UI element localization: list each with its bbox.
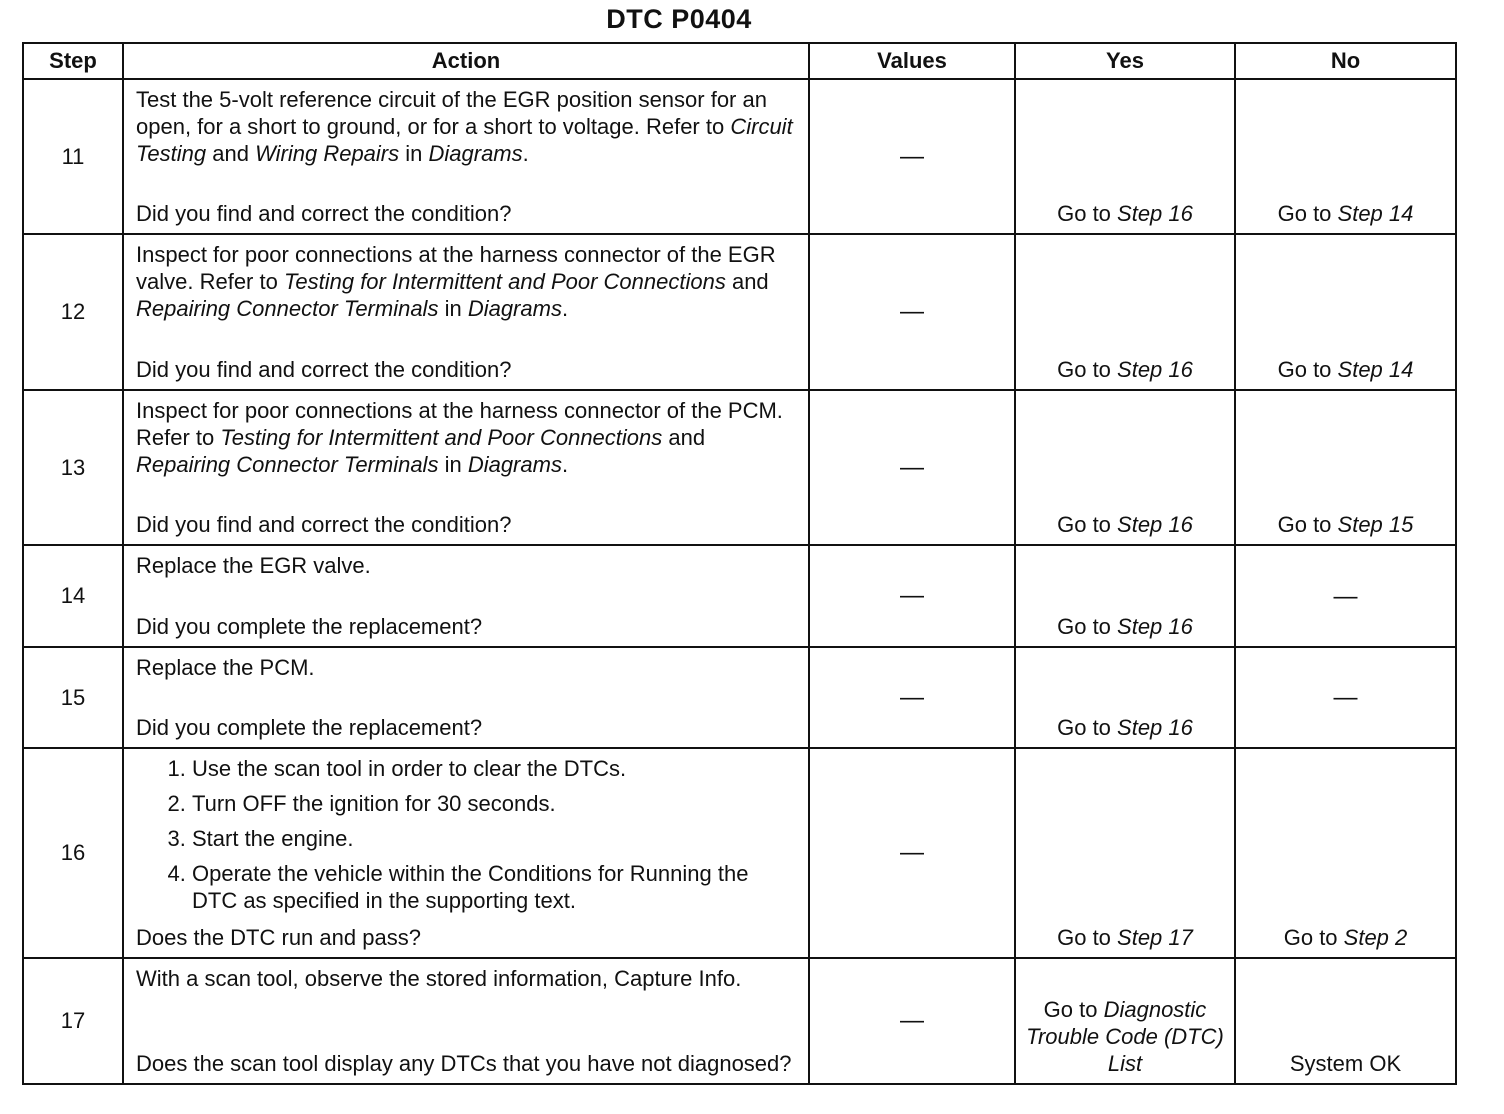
action-content (136, 86, 798, 227)
header-yes: Yes (1015, 43, 1235, 79)
reference-text: Step 16 (1117, 357, 1193, 382)
reference-text: Step 17 (1117, 925, 1193, 950)
reference-text: Step 16 (1117, 715, 1193, 740)
table-row (23, 958, 1456, 1084)
action-content (136, 241, 798, 383)
action-question: Did you find and correct the condition? (136, 357, 512, 382)
no-result (1235, 79, 1456, 234)
text-segment: Go to (1277, 512, 1338, 537)
table-row (23, 390, 1456, 545)
step-number: 16 (23, 748, 123, 958)
text-segment: Inspect for poor connections at the harness connector of the EGR valve. Refer to (136, 242, 776, 294)
step-number: 13 (23, 390, 123, 545)
table-row (23, 234, 1456, 390)
table-row (23, 545, 1456, 647)
action-content (136, 552, 798, 640)
text-segment: in (438, 296, 468, 321)
action-cell (123, 390, 809, 545)
text-segment: and (206, 141, 256, 166)
text-segment: Go to (1043, 997, 1104, 1022)
step-number: 15 (23, 647, 123, 748)
reference-text: Step 16 (1117, 512, 1193, 537)
values-cell: — (809, 234, 1015, 390)
yes-result (1015, 647, 1235, 748)
header-no: No (1235, 43, 1456, 79)
action-cell (123, 545, 809, 647)
yes-result (1015, 958, 1235, 1084)
table-header-row (23, 43, 1456, 79)
action-content (136, 755, 798, 951)
text-segment: System OK (1289, 1051, 1402, 1076)
action-cell (123, 234, 809, 390)
step-number: 11 (23, 79, 123, 234)
table-row (23, 748, 1456, 958)
table-row (23, 647, 1456, 748)
text-segment: . (561, 296, 569, 321)
reference-text: Testing for Intermittent and Poor Connections (220, 425, 663, 450)
text-segment: With a scan tool, observe the stored information, Capture Info. (136, 966, 742, 991)
reference-text: Diagnostic Trouble Code (DTC) List (1026, 997, 1224, 1076)
action-question: Did you complete the replacement? (136, 715, 483, 740)
text-segment: Go to (1057, 925, 1118, 950)
yes-result (1015, 79, 1235, 234)
page-title: DTC P0404 (606, 4, 752, 34)
action-text (136, 86, 798, 167)
action-cell (123, 958, 809, 1084)
dtc-table (22, 42, 1457, 1085)
action-step-item: 1. Use the scan tool in order to clear the DTCs. (192, 755, 798, 782)
table-row (23, 79, 1456, 234)
text-segment: and (662, 425, 706, 450)
action-question: Does the DTC run and pass? (136, 925, 421, 950)
text-segment: Go to (1057, 614, 1118, 639)
action-text (136, 552, 798, 579)
reference-text: Step 15 (1337, 512, 1414, 537)
step-number: 17 (23, 958, 123, 1084)
no-result (1235, 647, 1456, 748)
text-segment: Go to (1057, 715, 1118, 740)
action-text (136, 397, 798, 478)
action-question: Did you complete the replacement? (136, 614, 483, 639)
text-segment: . (522, 141, 529, 166)
text-segment: Go to (1277, 201, 1338, 226)
values-cell: — (809, 545, 1015, 647)
action-cell (123, 79, 809, 234)
text-segment: Go to (1057, 201, 1118, 226)
values-cell: — (809, 390, 1015, 545)
reference-text: Step 2 (1343, 925, 1408, 950)
action-question: Does the scan tool display any DTCs that you have not diagnosed? (136, 1051, 792, 1076)
reference-text: Step 16 (1117, 201, 1193, 226)
text-segment: Go to (1277, 357, 1338, 382)
values-cell: — (809, 647, 1015, 748)
text-segment: Go to (1057, 357, 1118, 382)
action-content (136, 654, 798, 741)
yes-result (1015, 234, 1235, 390)
no-result (1235, 545, 1456, 647)
reference-text: Repairing Connector Terminals (136, 296, 439, 321)
action-step-item: 4. Operate the vehicle within the Conditions for Running the DTC as specified in the supporting text. (192, 860, 798, 914)
action-question: Did you find and correct the condition? (136, 201, 512, 226)
reference-text: Diagrams (467, 452, 562, 477)
no-result (1235, 390, 1456, 545)
step-number: 14 (23, 545, 123, 647)
reference-text: Circuit Testing (136, 114, 793, 166)
text-segment: in (438, 452, 468, 477)
values-cell: — (809, 79, 1015, 234)
header-action: Action (123, 43, 809, 79)
yes-result (1015, 748, 1235, 958)
reference-text: Diagrams (428, 141, 523, 166)
text-segment: Go to (1057, 512, 1118, 537)
text-segment: Replace the PCM. (136, 655, 315, 680)
action-cell (123, 647, 809, 748)
text-segment: and (725, 269, 769, 294)
yes-result (1015, 545, 1235, 647)
values-cell: — (809, 748, 1015, 958)
text-segment: Inspect for poor connections at the harness connector of the PCM. Refer to (136, 398, 783, 450)
text-segment: Test the 5-volt reference circuit of the EGR position sensor for an open, for a short to ground, or for a short to voltage. Refer to (136, 87, 767, 139)
step-number: 12 (23, 234, 123, 390)
text-segment: Go to (1283, 925, 1344, 950)
reference-text: Repairing Connector Terminals (136, 452, 439, 477)
reference-text: Testing for Intermittent and Poor Connections (283, 269, 726, 294)
no-result (1235, 748, 1456, 958)
action-text (136, 241, 798, 322)
reference-text: Step 14 (1337, 357, 1414, 382)
reference-text: Step 16 (1117, 614, 1193, 639)
text-segment: — (1333, 684, 1358, 711)
action-steps-list (136, 755, 798, 920)
no-result (1235, 234, 1456, 390)
text-segment: . (561, 452, 569, 477)
reference-text: Step 14 (1337, 201, 1414, 226)
action-step-item: 2. Turn OFF the ignition for 30 seconds. (192, 790, 798, 817)
values-cell: — (809, 958, 1015, 1084)
header-step: Step (23, 43, 123, 79)
action-content (136, 397, 798, 538)
action-step-item: 3. Start the engine. (192, 825, 798, 852)
no-result (1235, 958, 1456, 1084)
text-segment: Replace the EGR valve. (136, 553, 371, 578)
action-text (136, 965, 798, 992)
header-values: Values (809, 43, 1015, 79)
action-cell (123, 748, 809, 958)
text-segment: in (399, 141, 429, 166)
reference-text: Wiring Repairs (255, 141, 400, 166)
yes-result (1015, 390, 1235, 545)
action-content (136, 965, 798, 1077)
action-question: Did you find and correct the condition? (136, 512, 512, 537)
reference-text: Diagrams (467, 296, 562, 321)
action-text (136, 654, 798, 681)
text-segment: — (1333, 582, 1358, 610)
